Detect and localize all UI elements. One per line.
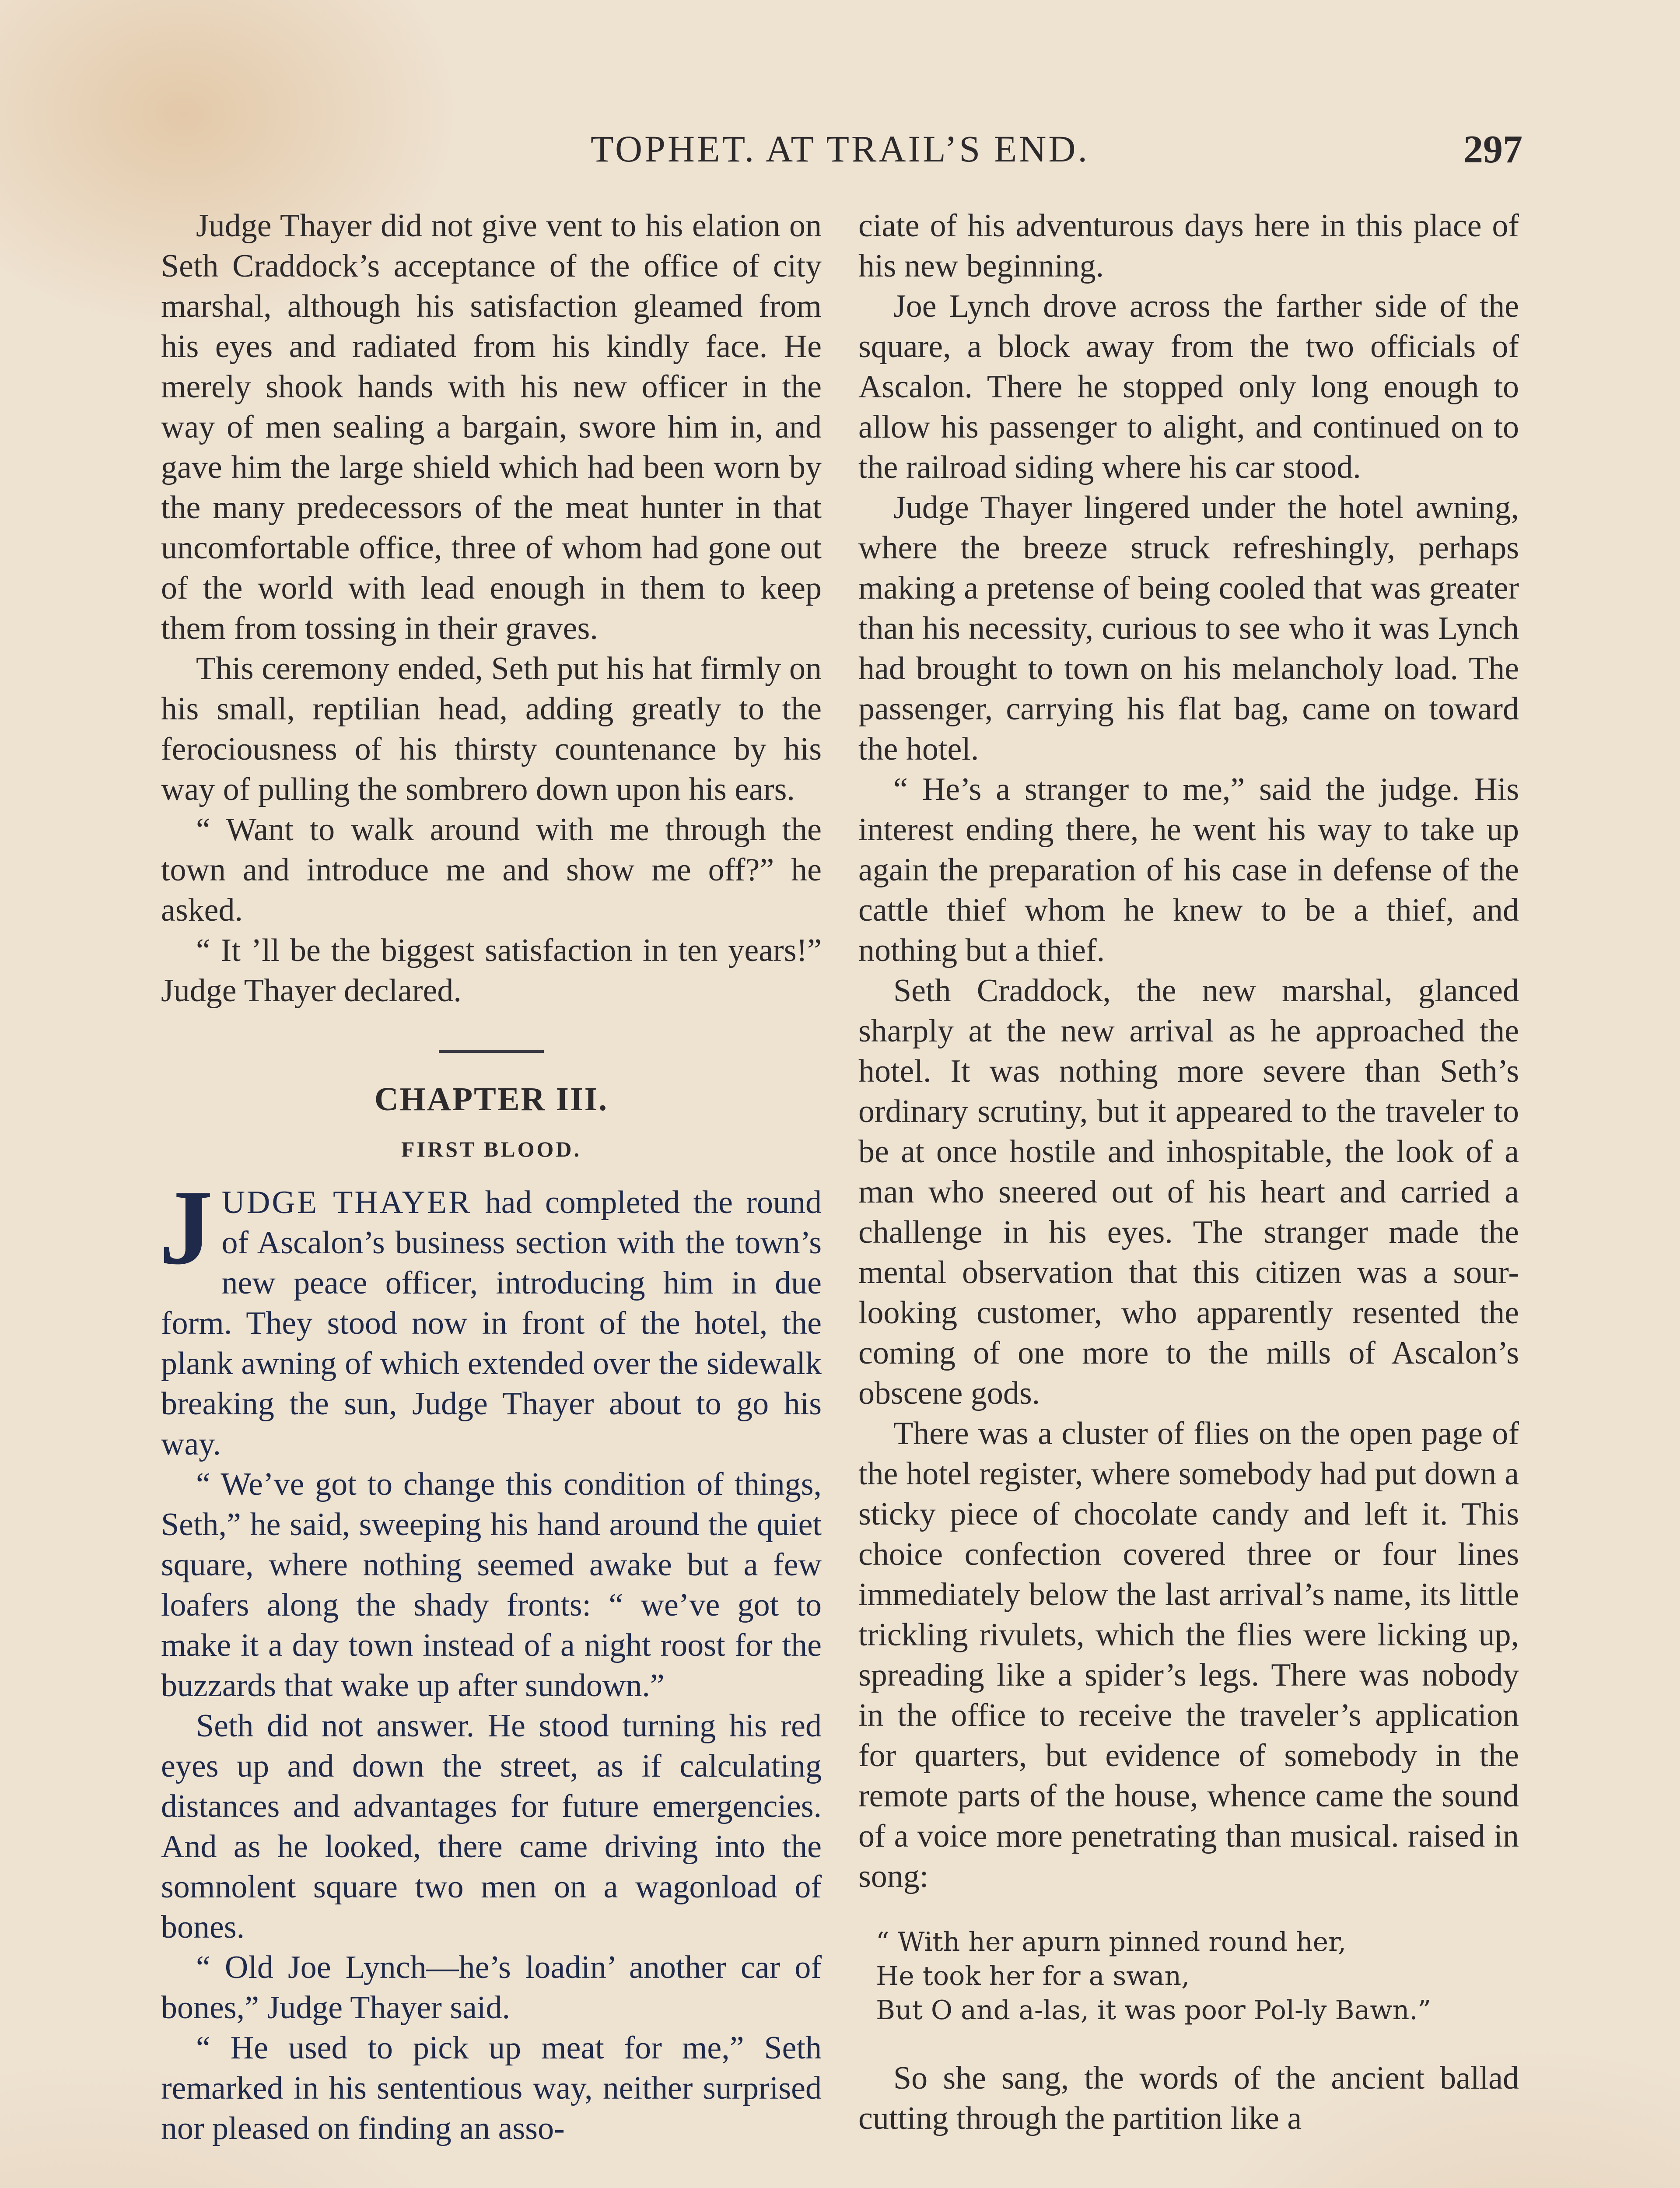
paragraph: Judge Thayer did not give vent to his elation on Seth Craddock’s acceptance of the office of city marshal, although his satisfaction gleamed from his eyes and radiated from his kindly face. He merely shook hands with his new officer in the way of men sealing a bargain, swore him in, and gave him the large shield which had been worn by the many predecessors of the meat hunter in that uncomfortable office, three of whom had gone out of the world with lead enough in them to keep them from tossing in their graves. bbox=[161, 208, 822, 646]
paragraph: Seth Craddock, the new marshal, glanced sharply at the new arrival as he approached the hotel. It was nothing more severe than Seth’s ordinary scrutiny, but it appeared to the traveler to be at once hostile and inhospitable, the look of a man who sneered out of his heart and carried a challenge in his eyes. The stranger made the mental observation that this citizen was a sour-looking customer, who apparently resented the coming of one more to the mills of Ascalon’s obscene gods. bbox=[858, 973, 1519, 1411]
chapter-subtitle: FIRST BLOOD. bbox=[401, 1137, 581, 1161]
paragraph: Joe Lynch drove across the farther side of the square, a block away from the two officials of Ascalon. There he stopped only long enough to allow his passenger to alight, and continued on to the railroad siding where his car stood. bbox=[858, 288, 1519, 485]
paragraph: There was a cluster of flies on the open page of the hotel register, where somebody had put down a sticky piece of chocolate candy and left it. This choice confection covered three or four lines immediately below the last arrival’s name, its little trickling rivulets, which the flies were licking up, spreading like a spider’s legs. There was nobody in the office to receive the traveler’s application for quarters, but evidence of somebody in the remote parts of the house, whence came the sound of a voice more penetrating than musical. raised in song: bbox=[858, 1416, 1519, 1894]
paragraph: Judge Thayer lingered under the hotel awning, where the breeze struck refreshingly, perhaps making a pretense of being cooled that was greater than his necessity, curious to see who it was Lynch had brought to town on his melancholy load. The passenger, carrying his flat bag, came on toward the hotel. bbox=[858, 490, 1519, 767]
verse-line: He took her for a swan, bbox=[876, 1961, 1190, 1992]
continued-paragraph: ciate of his adventurous days here in this place of his new beginning. bbox=[858, 208, 1519, 284]
verse-line: But O and a-las, it was poor Pol-ly Bawn.” bbox=[876, 1995, 1432, 2026]
chapter-title: CHAPTER III. bbox=[374, 1081, 609, 1118]
song-verse bbox=[876, 1925, 1519, 2027]
paragraph: “ It ’ll be the biggest satisfaction in ten years!” Judge Thayer declared. bbox=[161, 933, 822, 1009]
paragraph: This ceremony ended, Seth put his hat firmly on his small, reptilian head, adding greatly to the ferociousness of his thirsty countenance by his way of pulling the sombrero down upon his ears. bbox=[161, 651, 822, 807]
paragraph: “ We’ve got to change this condition of things, Seth,” he said, sweeping his hand around the quiet square, where nothing seemed awake but a few loafers along the shady fronts: “ we’ve got to make it a day town instead of a night roost for the buzzards that wake up after sundown.” bbox=[161, 1466, 822, 1704]
opening-small-caps: UDGE THAYER bbox=[221, 1185, 472, 1220]
running-title: TOPHET. AT TRAIL’S END. bbox=[591, 128, 1089, 170]
page-number: 297 bbox=[1463, 128, 1522, 171]
paragraph: Seth did not answer. He stood turning his red eyes up and down the street, as if calculating distances and advantages for future emergencies. And as he looked, there came driving into the somnolent square two men on a wagonload of bones. bbox=[161, 1708, 822, 1945]
paragraph: “ He’s a stranger to me,” said the judge. His interest ending there, he went his way to take up again the preparation of his case in defense of the cattle thief whom he knew to be a thief, and nothing but a thief. bbox=[858, 771, 1519, 968]
opening-text: had completed the round of Ascalon’s business section with the town’s new peace officer, introducing him in due form. They stood now in front of the hotel, the plank awning of which extended over the sidewalk breaking the sun, Judge Thayer about to go his way. bbox=[161, 1185, 822, 1462]
verse-line: “ With her apurn pinned round her, bbox=[876, 1927, 1347, 1957]
paragraph: “ Want to walk around with me through the town and introduce me and show me off?” he asked. bbox=[161, 812, 822, 928]
paragraph: “ He used to pick up meat for me,” Seth remarked in his sententious way, neither surprised nor pleased on finding an asso- bbox=[161, 2030, 822, 2146]
page-header bbox=[158, 127, 1522, 175]
paragraph: So she sang, the words of the ancient ballad cutting through the partition like a bbox=[858, 2060, 1519, 2136]
left-column bbox=[161, 206, 822, 2149]
paragraph: “ Old Joe Lynch—he’s loadin’ another car of bones,” Judge Thayer said. bbox=[161, 1950, 822, 2026]
section-divider bbox=[439, 1050, 544, 1053]
drop-cap: J bbox=[159, 1168, 213, 1287]
chapter-opening-paragraph bbox=[159, 1168, 822, 1464]
right-column bbox=[858, 206, 1519, 2139]
